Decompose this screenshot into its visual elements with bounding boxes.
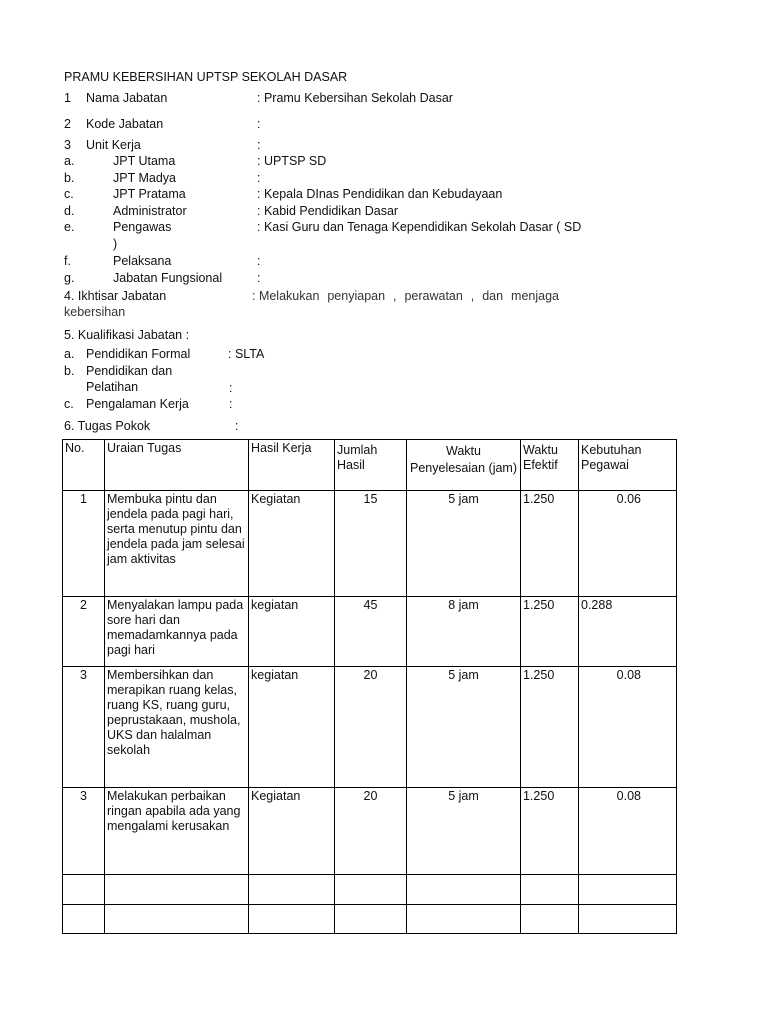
unit-letter: e.	[64, 220, 75, 234]
unit-letter: g.	[64, 271, 75, 285]
cell-kebutuhan: 0.08	[579, 788, 677, 875]
field-value-nama-jabatan: : Pramu Kebersihan Sekolah Dasar	[257, 91, 453, 105]
kualifikasi-label-pendidikan-pelatihan: Pendidikan dan	[86, 364, 173, 378]
ikhtisar-word: : Melakukan	[252, 289, 320, 303]
document-title: PRAMU KEBERSIHAN UPTSP SEKOLAH DASAR	[64, 70, 348, 84]
cell-uraian: Membersihkan dan merapikan ruang kelas, ruang KS, ruang guru, peprustakaan, mushola, UKS dan halalman sekolah	[105, 667, 249, 788]
header-jumlah-hasil: Jumlah Hasil	[335, 440, 407, 491]
unit-value-jpt-madya: :	[257, 171, 261, 185]
unit-value-pengawas: : Kasi Guru dan Tenaga Kependidikan Sekolah Dasar ( SD	[257, 220, 582, 234]
ikhtisar-word: perawatan	[404, 289, 463, 303]
kualifikasi-label-pendidikan-pelatihan-cont: Pelatihan	[86, 380, 139, 394]
ikhtisar-word: ,	[393, 289, 397, 303]
ikhtisar-word: ,	[470, 289, 475, 303]
cell-waktu: 8 jam	[407, 597, 521, 667]
kualifikasi-value-pengalaman-kerja: :	[229, 397, 233, 411]
unit-value-pengawas-cont: )	[113, 237, 118, 251]
cell-kebutuhan: 0.08	[579, 667, 677, 788]
empty-cell	[335, 905, 407, 934]
cell-hasil: kegiatan	[249, 597, 335, 667]
unit-letter: b.	[64, 171, 75, 185]
cell-waktu: 5 jam	[407, 491, 521, 597]
cell-waktu: 5 jam	[407, 788, 521, 875]
table-row	[63, 788, 677, 875]
unit-letter: a.	[64, 154, 75, 168]
empty-cell	[249, 875, 335, 905]
ikhtisar-label: 4. Ikhtisar Jabatan	[64, 289, 167, 303]
tugas-pokok-label: 6. Tugas Pokok	[64, 419, 151, 433]
cell-kebutuhan: 0.288	[579, 597, 677, 667]
header-uraian-tugas: Uraian Tugas	[105, 440, 249, 491]
empty-cell	[335, 875, 407, 905]
header-waktu-efektif: Waktu Efektif	[521, 440, 579, 491]
cell-no: 3	[63, 667, 105, 788]
table-row	[63, 597, 677, 667]
kualifikasi-label-pengalaman-kerja: Pengalaman Kerja	[86, 397, 189, 411]
field-value-kode-jabatan: :	[257, 117, 261, 131]
cell-kebutuhan: 0.06	[579, 491, 677, 597]
ikhtisar-value-cont: kebersihan	[64, 305, 126, 319]
table-row-empty	[63, 875, 677, 905]
cell-no: 1	[63, 491, 105, 597]
cell-jumlah: 15	[335, 491, 407, 597]
unit-value-administrator: : Kabid Pendidikan Dasar	[257, 204, 399, 218]
table-row-empty	[63, 905, 677, 934]
field-value-unit-kerja: :	[257, 138, 261, 152]
ikhtisar-word: penyiapan	[327, 289, 386, 303]
empty-cell	[63, 875, 105, 905]
empty-cell	[105, 875, 249, 905]
cell-efektif: 1.250	[521, 788, 579, 875]
cell-efektif: 1.250	[521, 491, 579, 597]
cell-no: 3	[63, 788, 105, 875]
cell-hasil: Kegiatan	[249, 491, 335, 597]
kualifikasi-label-pendidikan-formal: Pendidikan Formal	[86, 347, 191, 361]
ikhtisar-word: menjaga	[511, 289, 559, 303]
field-number: 2	[64, 117, 71, 131]
cell-waktu: 5 jam	[407, 667, 521, 788]
ikhtisar-value	[252, 289, 559, 303]
kualifikasi-value-pendidikan-pelatihan: :	[229, 381, 233, 395]
field-label-unit-kerja: Unit Kerja	[86, 138, 141, 152]
kualifikasi-letter: c.	[64, 397, 74, 411]
field-label-kode-jabatan: Kode Jabatan	[86, 117, 164, 131]
unit-value-jpt-utama: : UPTSP SD	[257, 154, 327, 168]
cell-efektif: 1.250	[521, 667, 579, 788]
cell-jumlah: 20	[335, 788, 407, 875]
unit-label-jabatan-fungsional: Jabatan Fungsional	[113, 271, 223, 285]
empty-cell	[407, 905, 521, 934]
unit-value-jpt-pratama: : Kepala DInas Pendidikan dan Kebudayaan	[257, 187, 503, 201]
field-number: 1	[64, 91, 71, 105]
unit-label-jpt-madya: JPT Madya	[113, 171, 176, 185]
kualifikasi-value-pendidikan-formal: : SLTA	[228, 347, 265, 361]
cell-uraian: Menyalakan lampu pada sore hari dan memadamkannya pada pagi hari	[105, 597, 249, 667]
kualifikasi-letter: a.	[64, 347, 75, 361]
empty-cell	[407, 875, 521, 905]
cell-jumlah: 45	[335, 597, 407, 667]
header-kebutuhan-pegawai: Kebutuhan Pegawai	[579, 440, 677, 491]
tugas-pokok-value: :	[235, 419, 239, 433]
unit-label-jpt-pratama: JPT Pratama	[113, 187, 186, 201]
header-waktu-penyelesaian: Waktu Penyelesaian (jam)	[407, 440, 521, 491]
ikhtisar-word: dan	[482, 289, 504, 303]
empty-cell	[105, 905, 249, 934]
cell-hasil: kegiatan	[249, 667, 335, 788]
unit-letter: d.	[64, 204, 75, 218]
ikhtisar-jabatan	[64, 289, 559, 319]
unit-label-pengawas: Pengawas	[113, 220, 172, 234]
unit-label-administrator: Administrator	[113, 204, 187, 218]
cell-uraian: Membuka pintu dan jendela pada pagi hari, serta menutup pintu dan jendela pada jam selesai jam aktivitas	[105, 491, 249, 597]
unit-value-jabatan-fungsional: :	[257, 271, 261, 285]
table-header-row	[63, 440, 677, 491]
table-row	[63, 667, 677, 788]
empty-cell	[521, 875, 579, 905]
cell-jumlah: 20	[335, 667, 407, 788]
tugas-table	[62, 439, 677, 934]
empty-cell	[521, 905, 579, 934]
cell-no: 2	[63, 597, 105, 667]
header-hasil-kerja: Hasil Kerja	[249, 440, 335, 491]
empty-cell	[579, 905, 677, 934]
field-label-nama-jabatan: Nama Jabatan	[86, 91, 168, 105]
table-row	[63, 491, 677, 597]
unit-letter: f.	[64, 254, 71, 268]
unit-value-pelaksana: :	[257, 254, 261, 268]
empty-cell	[63, 905, 105, 934]
unit-label-pelaksana: Pelaksana	[113, 254, 172, 268]
cell-hasil: Kegiatan	[249, 788, 335, 875]
empty-cell	[579, 875, 677, 905]
kualifikasi-letter: b.	[64, 364, 75, 378]
cell-uraian: Melakukan perbaikan ringan apabila ada yang mengalami kerusakan	[105, 788, 249, 875]
unit-letter: c.	[64, 187, 74, 201]
cell-efektif: 1.250	[521, 597, 579, 667]
kualifikasi-label: 5. Kualifikasi Jabatan :	[64, 328, 190, 342]
header-no: No.	[63, 440, 105, 491]
field-number: 3	[64, 138, 71, 152]
empty-cell	[249, 905, 335, 934]
unit-label-jpt-utama: JPT Utama	[113, 154, 176, 168]
